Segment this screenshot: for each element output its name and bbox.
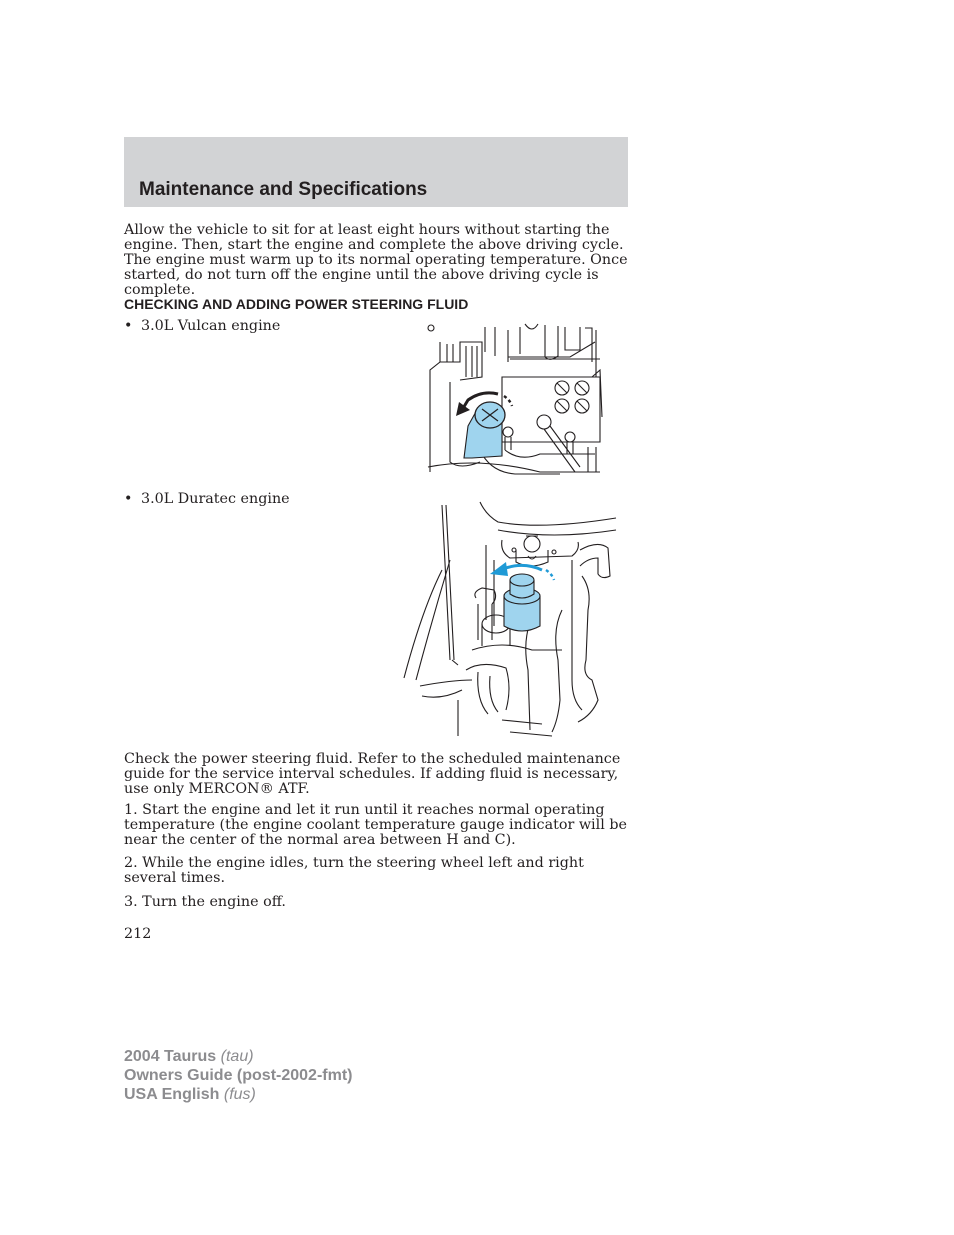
- footer-model-code: (tau): [220, 1048, 254, 1065]
- intro-paragraph: Allow the vehicle to sit for at least eight hours without starting the engine. Then, start the engine and complete the above driving cycle. The engine must warm up to its normal operating temperature. Once started, do not turn off the engine until the above driving cycle is complete.: [124, 222, 628, 298]
- document-footer: [124, 1047, 352, 1104]
- footer-line-model: [124, 1047, 352, 1066]
- bullet-duratec-label: 3.0L Duratec engine: [141, 491, 290, 507]
- footer-guide: Owners Guide (post-2002-fmt): [124, 1067, 353, 1084]
- step-1: 1. Start the engine and let it run until it reaches normal operating temperature (the engine coolant temperature gauge indicator will be near the center of the normal area between H and C).: [124, 802, 627, 848]
- bullet-vulcan: [124, 318, 280, 334]
- footer-language: USA English: [124, 1086, 220, 1103]
- check-fluid-paragraph: Check the power steering fluid. Refer to the scheduled maintenance guide for the service interval schedules. If adding fluid is necessary, use only MERCON® ATF.: [124, 751, 621, 797]
- footer-model: 2004 Taurus: [124, 1048, 217, 1065]
- section-header-band: [124, 137, 628, 207]
- step-2: 2. While the engine idles, turn the steering wheel left and right several times.: [124, 855, 584, 886]
- footer-language-code: (fus): [223, 1086, 256, 1103]
- section-heading: CHECKING AND ADDING POWER STEERING FLUID: [124, 296, 469, 312]
- bullet-duratec: [124, 491, 290, 507]
- step-3: 3. Turn the engine off.: [124, 894, 286, 910]
- bullet-symbol: •: [124, 491, 133, 507]
- vulcan-engine-diagram: [420, 322, 610, 478]
- page-number: 212: [124, 926, 152, 942]
- bullet-vulcan-label: 3.0L Vulcan engine: [141, 318, 281, 334]
- bullet-symbol: •: [124, 318, 133, 334]
- footer-line-guide: [124, 1066, 352, 1085]
- section-header-title: Maintenance and Specifications: [139, 179, 428, 200]
- duratec-engine-diagram: [402, 500, 618, 740]
- footer-line-language: [124, 1085, 352, 1104]
